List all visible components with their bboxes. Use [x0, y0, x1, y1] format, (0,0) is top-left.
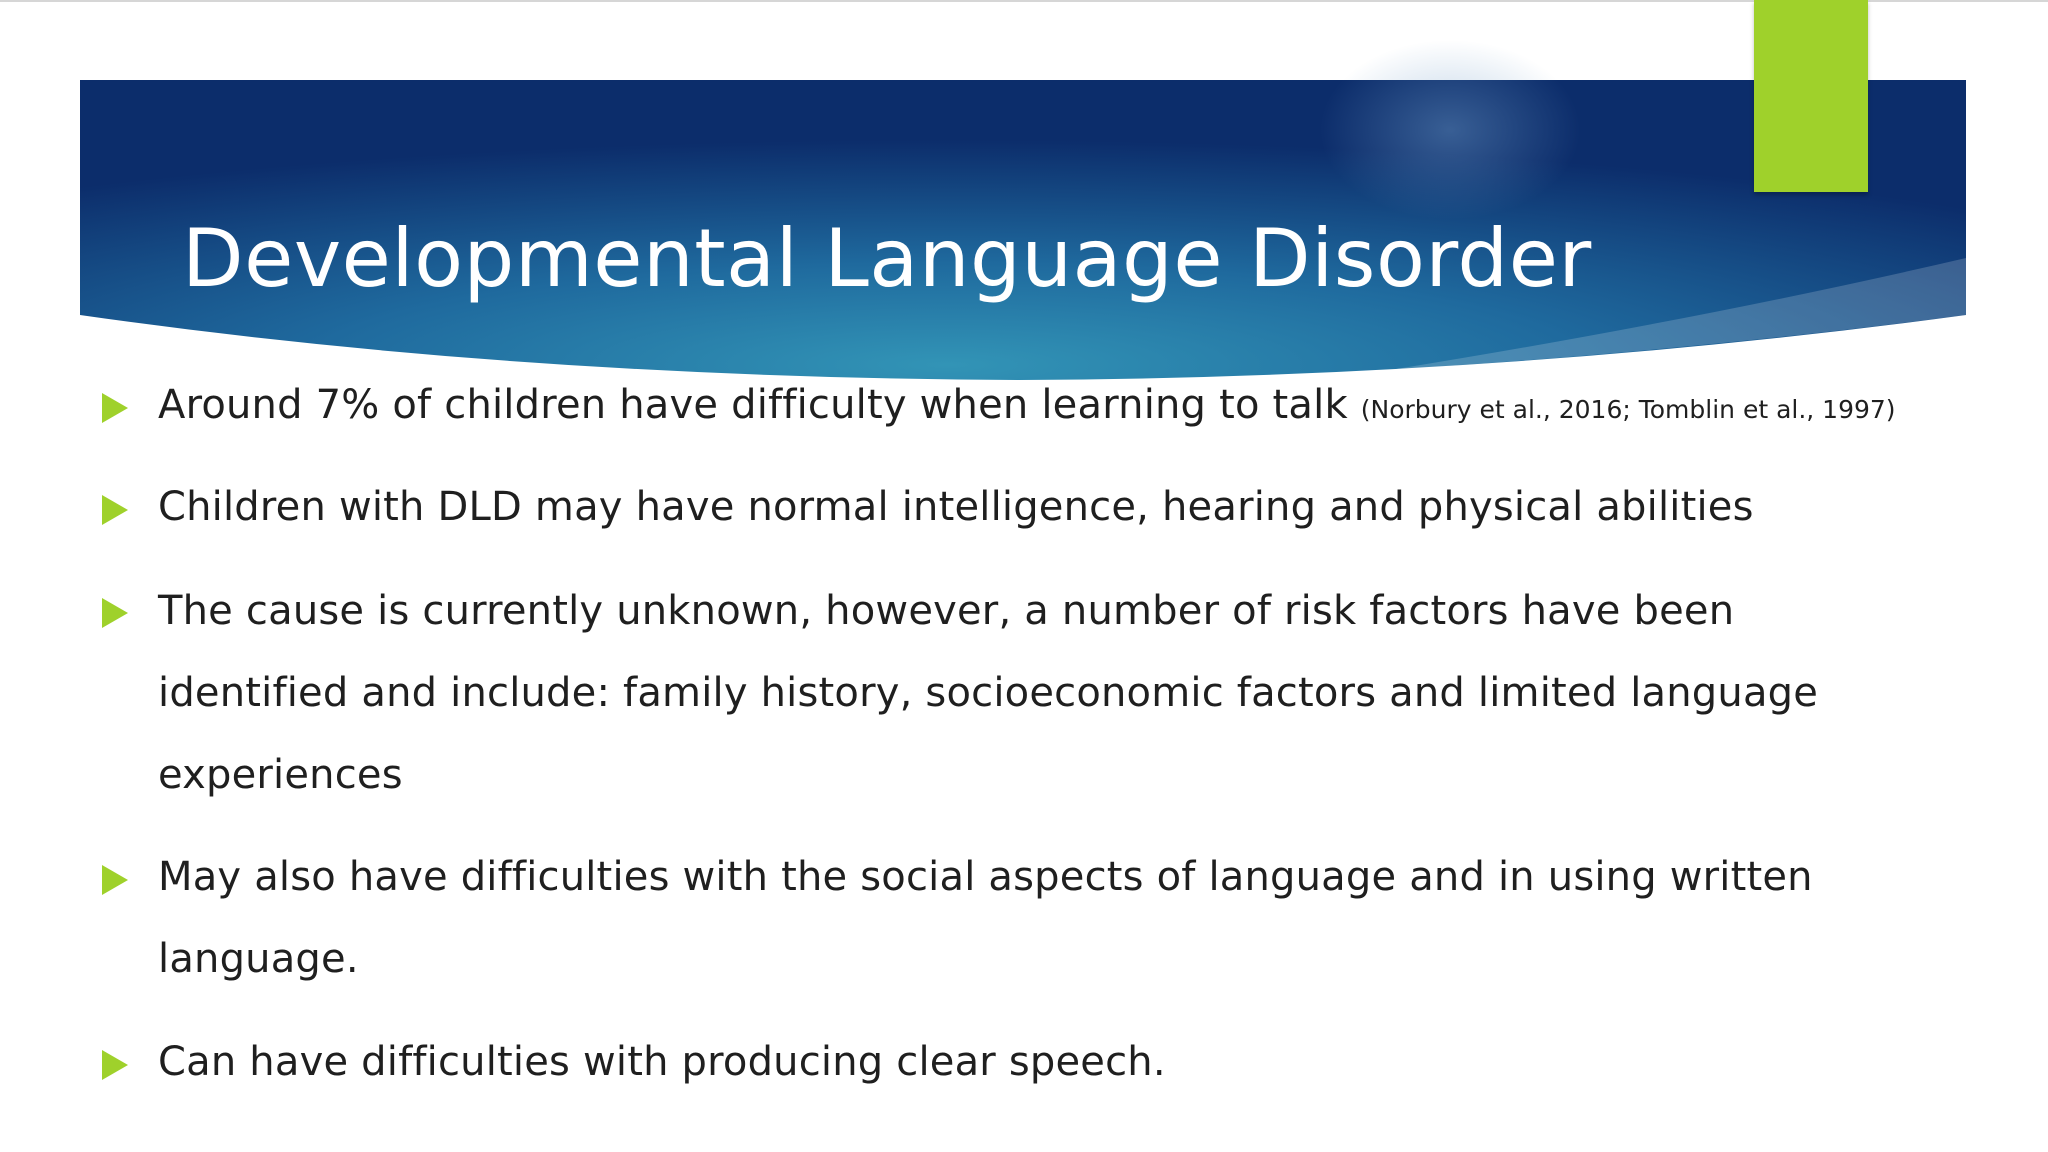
triangle-right-icon	[102, 598, 128, 628]
triangle-right-icon	[102, 865, 128, 895]
bullet-text: The cause is currently unknown, however, a number of risk factors have been identified and include: family history, socioeconomic factors and limited language experiences	[158, 588, 1819, 798]
bullet-text: Can have difficulties with producing clear speech.	[158, 1039, 1166, 1085]
bullet-text: Children with DLD may have normal intelligence, hearing and physical abilities	[158, 484, 1754, 530]
bullet-text: May also have difficulties with the social aspects of language and in using written language.	[158, 854, 1813, 982]
bullet-text: Around 7% of children have difficulty when learning to talk	[158, 382, 1348, 428]
slide-title: Developmental Language Disorder	[182, 211, 1592, 305]
citation: (Norbury et al., 2016; Tomblin et al., 1997)	[1360, 395, 1896, 424]
triangle-right-icon	[102, 393, 128, 423]
triangle-right-icon	[102, 1050, 128, 1080]
triangle-right-icon	[102, 495, 128, 525]
